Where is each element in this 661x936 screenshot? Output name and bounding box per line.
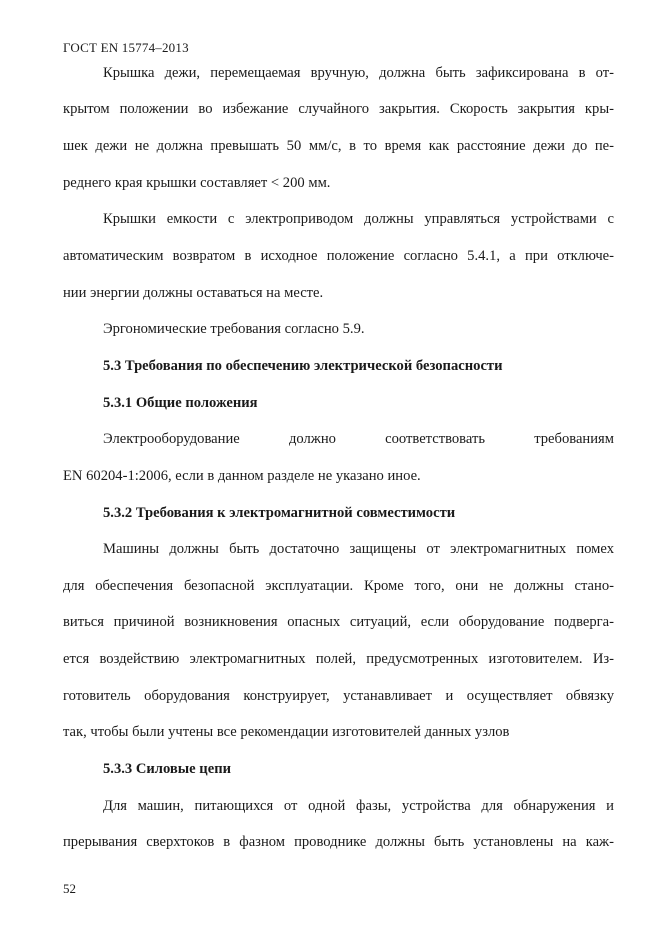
text-line: шек дежи не должна превышать 50 мм/с, в то время как расстояние дежи до пе- [63, 138, 614, 154]
text-line: для обеспечения безопасной эксплуатации. Кроме того, они не должны стано- [63, 578, 614, 594]
text-line: Электрооборудование должно соответствовать требованиям [103, 431, 614, 447]
text-line: прерывания сверхтоков в фазном проводнике должны быть установлены на каж- [63, 834, 614, 850]
text-line: EN 60204-1:2006, если в данном разделе не указано иное. [63, 468, 421, 484]
section-heading: 5.3 Требования по обеспечению электрической безопасности [103, 358, 503, 374]
text-line: ется воздействию электромагнитных полей, предусмотренных изготовителем. Из- [63, 651, 614, 667]
subsection-heading: 5.3.2 Требования к электромагнитной совместимости [103, 505, 456, 521]
document-header: ГОСТ EN 15774–2013 [63, 40, 189, 55]
subsection-heading: 5.3.3 Силовые цепи [103, 761, 232, 777]
text-line: Для машин, питающихся от одной фазы, устройства для обнаружения и [103, 798, 614, 814]
text-line: виться причиной возникновения опасных ситуаций, если оборудование подверга- [63, 614, 614, 630]
text-line: реднего края крышки составляет < 200 мм. [63, 175, 331, 191]
subsection-heading: 5.3.1 Общие положения [103, 395, 258, 411]
text-line: нии энергии должны оставаться на месте. [63, 285, 324, 301]
text-line: Крышка дежи, перемещаемая вручную, должна быть зафиксирована в от- [103, 65, 614, 81]
text-line: Эргономические требования согласно 5.9. [103, 321, 365, 337]
text-line: готовитель оборудования конструирует, устанавливает и осуществляет обвязку [63, 688, 614, 704]
text-line: Крышки емкости с электроприводом должны управляться устройствами с [103, 211, 614, 227]
text-line: Машины должны быть достаточно защищены от электромагнитных помех [103, 541, 614, 557]
text-line: крытом положении во избежание случайного закрытия. Скорость закрытия кры- [63, 101, 614, 117]
text-line: так, чтобы были учтены все рекомендации изготовителей данных узлов [63, 724, 510, 740]
page-number: 52 [63, 881, 76, 896]
text-line: автоматическим возвратом в исходное положение согласно 5.4.1, а при отключе- [63, 248, 614, 264]
